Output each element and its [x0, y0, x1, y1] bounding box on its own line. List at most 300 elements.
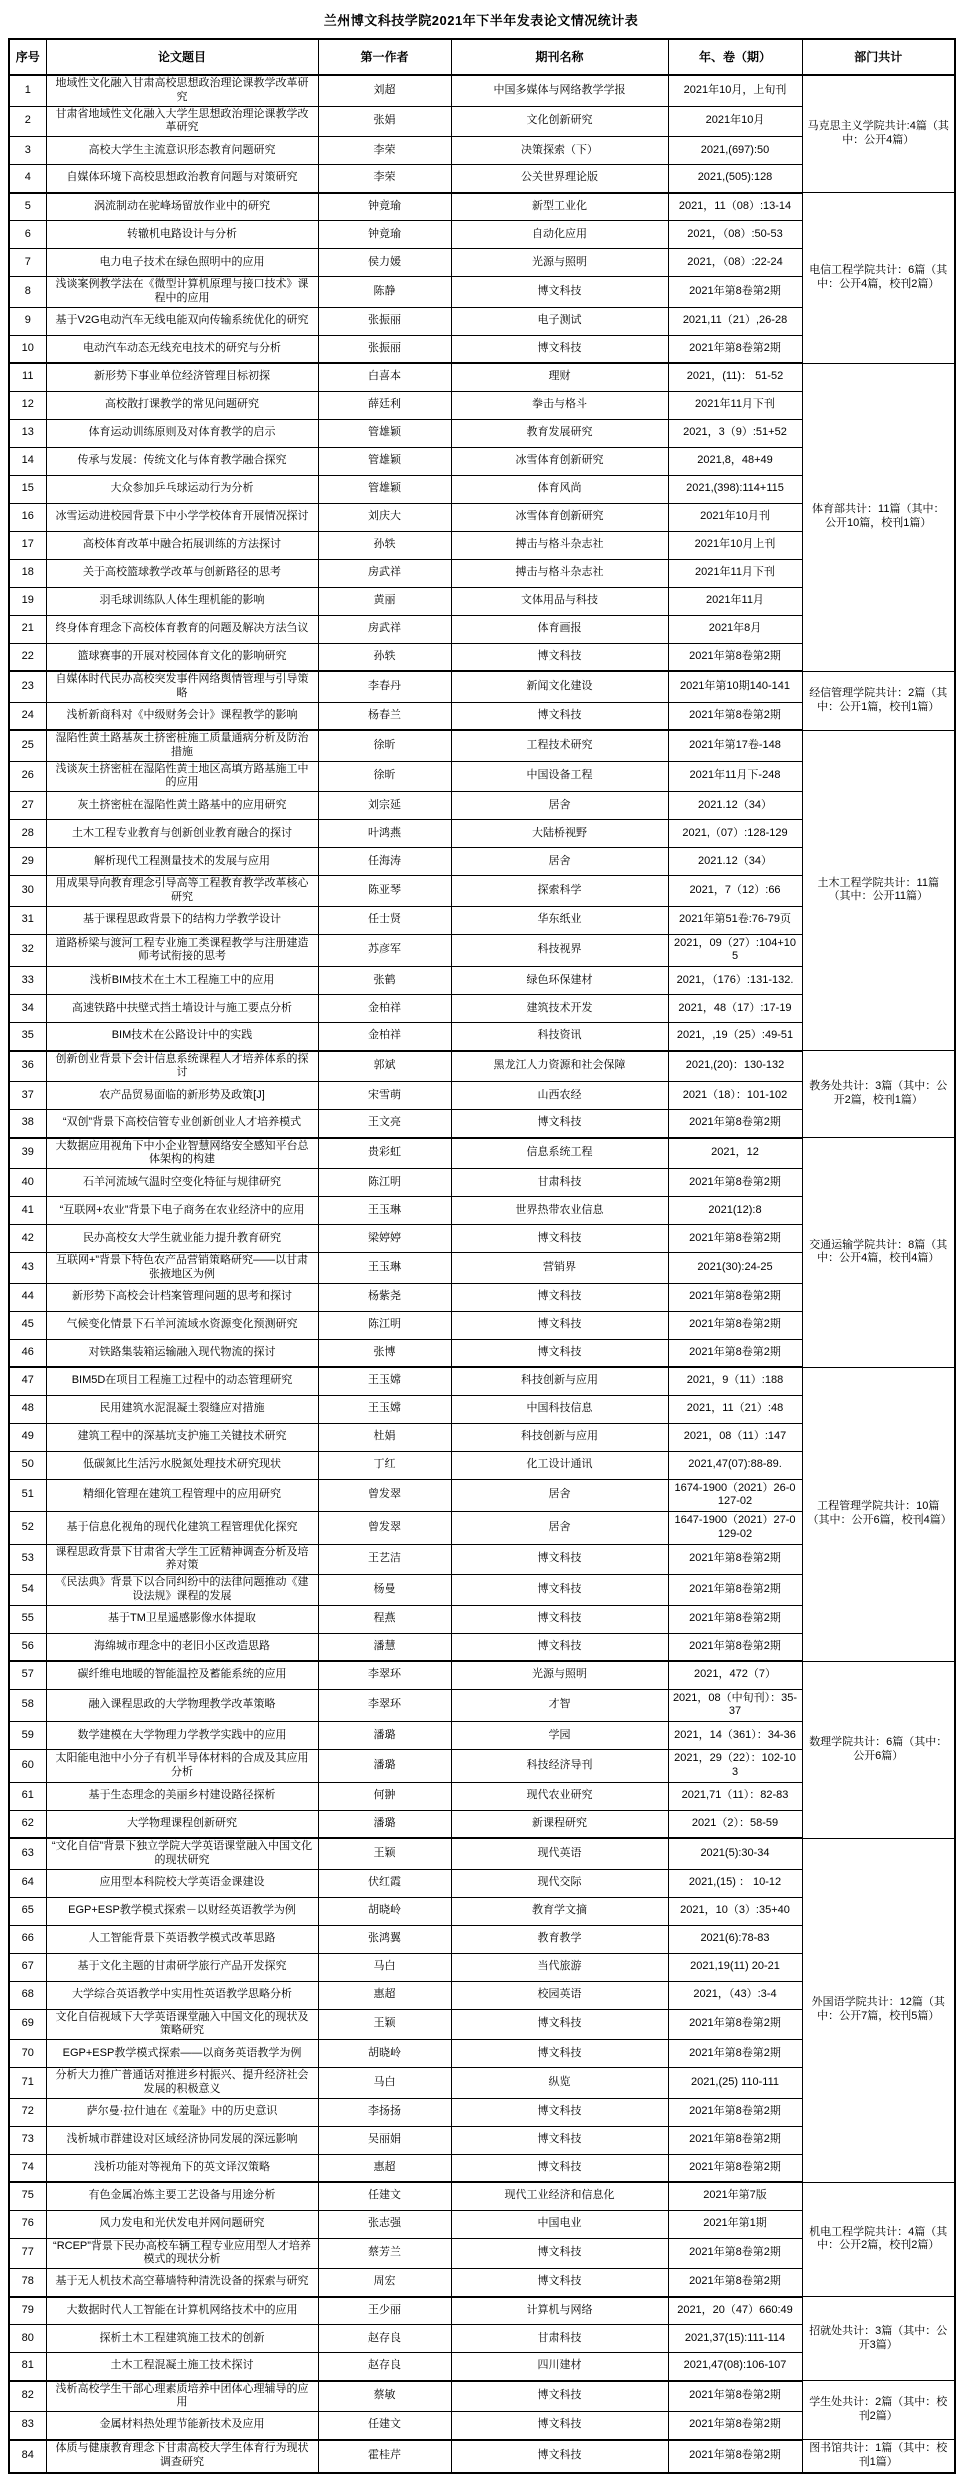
journal-cell: 博文科技: [451, 702, 668, 730]
paper-title-cell: 自媒体时代民办高校突发事件网络舆情管理与引导策略: [46, 671, 318, 702]
paper-title-cell: 浅析新商科对《中级财务会计》课程教学的影响: [46, 702, 318, 730]
journal-cell: 博文科技: [451, 1339, 668, 1367]
paper-title-cell: 有色金属冶炼主要工艺设备与用途分析: [46, 2182, 318, 2210]
issue-cell: 2021,(25) 110-111: [668, 2068, 802, 2099]
row-number-cell: 34: [9, 995, 46, 1023]
table-body: [9, 75, 955, 2473]
row-number-cell: 1: [9, 75, 46, 106]
issue-cell: 2021，,19（25）:49-51: [668, 1023, 802, 1051]
author-cell: 钟竟瑜: [318, 193, 451, 221]
paper-title-cell: 气候变化情景下石羊河流域水资源变化预测研究: [46, 1311, 318, 1339]
issue-cell: 2021，08（中旬刊）：35-37: [668, 1689, 802, 1722]
author-cell: 管雄颖: [318, 447, 451, 475]
paper-title-cell: 大数据时代人工智能在计算机网络技术中的应用: [46, 2297, 318, 2325]
paper-title-cell: 土木工程混凝土施工技术探讨: [46, 2353, 318, 2381]
paper-title-cell: 融入课程思政的大学物理教学改革策略: [46, 1689, 318, 1722]
issue-cell: 2021年第8卷第2期: [668, 2440, 802, 2473]
journal-cell: 博文科技: [451, 1633, 668, 1661]
issue-cell: 2021,(505):128: [668, 165, 802, 193]
issue-cell: 2021,37(15):111-114: [668, 2325, 802, 2353]
paper-title-cell: 课程思政背景下甘肃省大学生工匠精神调查分析及培养对策: [46, 1544, 318, 1575]
row-number-cell: 80: [9, 2325, 46, 2353]
paper-title-cell: 自媒体环境下高校思想政治教育问题与对策研究: [46, 165, 318, 193]
paper-title-cell: 大学物理课程创新研究: [46, 1810, 318, 1838]
author-cell: 金柏祥: [318, 1023, 451, 1051]
papers-table: [8, 38, 956, 2474]
issue-cell: 2021年第8卷第2期: [668, 2269, 802, 2297]
row-number-cell: 47: [9, 1367, 46, 1395]
issue-cell: 2021，7（12）:66: [668, 876, 802, 907]
paper-title-cell: 终身体育理念下高校体育教育的问题及解决方法刍议: [46, 615, 318, 643]
paper-title-cell: 新形势下事业单位经济管理目标初探: [46, 363, 318, 391]
author-cell: 管雄颖: [318, 419, 451, 447]
paper-title-cell: 金属材料热处理节能新技术及应用: [46, 2412, 318, 2440]
issue-cell: 2021年第8卷第2期: [668, 277, 802, 308]
paper-title-cell: 篮球赛事的开展对校园体育文化的影响研究: [46, 643, 318, 671]
row-number-cell: 69: [9, 2009, 46, 2040]
department-total-cell: 数理学院共计：6篇（其中：公开6篇）: [802, 1661, 955, 1838]
paper-title-cell: 灰土挤密桩在湿陷性黄土路基中的应用研究: [46, 792, 318, 820]
row-number-cell: 59: [9, 1722, 46, 1750]
row-number-cell: 74: [9, 2154, 46, 2182]
department-total-cell: 学生处共计：2篇（其中：校刊2篇）: [802, 2381, 955, 2440]
author-cell: 霍桂芹: [318, 2440, 451, 2473]
author-cell: 曾发翠: [318, 1512, 451, 1545]
author-cell: 惠超: [318, 1981, 451, 2009]
row-number-cell: 36: [9, 1051, 46, 1082]
journal-cell: 博文科技: [451, 2154, 668, 2182]
department-total-cell: 电信工程学院共计：6篇（其中：公开4篇，校刊2篇）: [802, 193, 955, 364]
journal-cell: 博文科技: [451, 2009, 668, 2040]
paper-title-cell: 基于信息化视角的现代化建筑工程管理优化探究: [46, 1512, 318, 1545]
journal-cell: 博文科技: [451, 1110, 668, 1138]
table-row: [9, 193, 955, 221]
journal-cell: 计算机与网络: [451, 2297, 668, 2325]
journal-cell: 现代农业研究: [451, 1782, 668, 1810]
row-number-cell: 15: [9, 475, 46, 503]
row-number-cell: 14: [9, 447, 46, 475]
paper-title-cell: 电力电子技术在绿色照明中的应用: [46, 249, 318, 277]
journal-cell: 电子测试: [451, 307, 668, 335]
journal-cell: 居舍: [451, 848, 668, 876]
row-number-cell: 49: [9, 1423, 46, 1451]
paper-title-cell: “文化自信”背景下独立学院大学英语课堂融入中国文化的现状研究: [46, 1838, 318, 1869]
row-number-cell: 39: [9, 1138, 46, 1169]
row-number-cell: 33: [9, 967, 46, 995]
paper-title-cell: 大学综合英语教学中实用性英语教学思略分析: [46, 1981, 318, 2009]
author-cell: 侯力媛: [318, 249, 451, 277]
issue-cell: 2021年10月刊: [668, 503, 802, 531]
author-cell: 梁婷婷: [318, 1225, 451, 1253]
journal-cell: 科技经济导刊: [451, 1750, 668, 1783]
row-number-cell: 70: [9, 2040, 46, 2068]
row-number-cell: 38: [9, 1110, 46, 1138]
paper-title-cell: 解析现代工程测量技术的发展与应用: [46, 848, 318, 876]
journal-cell: 博文科技: [451, 1575, 668, 1606]
row-number-cell: 56: [9, 1633, 46, 1661]
row-number-cell: 40: [9, 1169, 46, 1197]
row-number-cell: 24: [9, 702, 46, 730]
row-number-cell: 75: [9, 2182, 46, 2210]
issue-cell: 2021,(15) ： 10-12: [668, 1869, 802, 1897]
issue-cell: 2021,(697):50: [668, 137, 802, 165]
row-number-cell: 4: [9, 165, 46, 193]
table-row: [9, 1138, 955, 1169]
journal-cell: 体育画报: [451, 615, 668, 643]
paper-title-cell: 《民法典》背景下以合同纠纷中的法律问题推动《建设法规》课程的发展: [46, 1575, 318, 1606]
journal-cell: 决策探索（下）: [451, 137, 668, 165]
author-cell: 王玉嫦: [318, 1367, 451, 1395]
table-row: [9, 2297, 955, 2325]
journal-cell: 博文科技: [451, 2238, 668, 2269]
journal-cell: 理财: [451, 363, 668, 391]
row-number-cell: 79: [9, 2297, 46, 2325]
author-cell: 任建文: [318, 2182, 451, 2210]
author-cell: 马白: [318, 1953, 451, 1981]
row-number-cell: 81: [9, 2353, 46, 2381]
issue-cell: 2021，09（27）:104+105: [668, 934, 802, 967]
author-cell: 陈静: [318, 277, 451, 308]
paper-title-cell: 高校大学生主流意识形态教育问题研究: [46, 137, 318, 165]
issue-cell: 2021年第8卷第2期: [668, 1110, 802, 1138]
row-number-cell: 55: [9, 1605, 46, 1633]
paper-title-cell: 浅析城市群建设对区域经济协同发展的深远影响: [46, 2126, 318, 2154]
journal-cell: 博文科技: [451, 2412, 668, 2440]
department-total-cell: 体育部共计：11篇（其中：公开10篇，校刊1篇）: [802, 363, 955, 671]
col-header-paper-title: 论文题目: [46, 39, 318, 75]
journal-cell: 居舍: [451, 792, 668, 820]
journal-cell: 公关世界理论版: [451, 165, 668, 193]
row-number-cell: 21: [9, 615, 46, 643]
paper-title-cell: 精细化管理在建筑工程管理中的应用研究: [46, 1479, 318, 1512]
author-cell: 赵存良: [318, 2353, 451, 2381]
issue-cell: 2021，10（3）:35+40: [668, 1897, 802, 1925]
journal-cell: 冰雪体育创新研究: [451, 503, 668, 531]
paper-title-cell: “RCEP”背景下民办高校车辆工程专业应用型人才培养模式的现状分析: [46, 2238, 318, 2269]
row-number-cell: 63: [9, 1838, 46, 1869]
paper-title-cell: 互联网+”背景下特色农产品营销策略研究——以甘肃张掖地区为例: [46, 1253, 318, 1284]
issue-cell: 2021(6):78-83: [668, 1925, 802, 1953]
issue-cell: 2021,71（11）：82-83: [668, 1782, 802, 1810]
paper-title-cell: 大众参加乒乓球运动行为分析: [46, 475, 318, 503]
paper-title-cell: 浅谈灰土挤密桩在湿陷性黄土地区高填方路基施工中的应用: [46, 761, 318, 792]
journal-cell: 博文科技: [451, 1283, 668, 1311]
table-row: [9, 671, 955, 702]
journal-cell: 自动化应用: [451, 221, 668, 249]
journal-cell: 新型工业化: [451, 193, 668, 221]
department-total-cell: 外国语学院共计：12篇（其中：公开7篇，校刊5篇）: [802, 1838, 955, 2182]
journal-cell: 文化创新研究: [451, 106, 668, 137]
journal-cell: 博文科技: [451, 2098, 668, 2126]
author-cell: 潘璐: [318, 1750, 451, 1783]
table-row: [9, 1367, 955, 1395]
journal-cell: 现代交际: [451, 1869, 668, 1897]
journal-cell: 新课程研究: [451, 1810, 668, 1838]
paper-title-cell: 浅析功能对等视角下的英文译汉策略: [46, 2154, 318, 2182]
journal-cell: 中国电业: [451, 2210, 668, 2238]
journal-cell: 拳击与格斗: [451, 391, 668, 419]
author-cell: 潘璐: [318, 1722, 451, 1750]
journal-cell: 当代旅游: [451, 1953, 668, 1981]
issue-cell: 2021年第8卷第2期: [668, 1633, 802, 1661]
issue-cell: 2021，29（22）：102-103: [668, 1750, 802, 1783]
issue-cell: 2021,47(07):88-89.: [668, 1451, 802, 1479]
issue-cell: 2021,(398):114+115: [668, 475, 802, 503]
author-cell: 张鹤: [318, 967, 451, 995]
journal-cell: 才智: [451, 1689, 668, 1722]
table-row: [9, 2440, 955, 2473]
author-cell: 杨曼: [318, 1575, 451, 1606]
paper-title-cell: 民办高校女大学生就业能力提升教育研究: [46, 1225, 318, 1253]
paper-title-cell: 基于无人机技术高空幕墙特种清洗设备的探索与研究: [46, 2269, 318, 2297]
author-cell: 房武祥: [318, 559, 451, 587]
issue-cell: 2021年第8卷第2期: [668, 643, 802, 671]
issue-cell: 2021，（176）:131-132.: [668, 967, 802, 995]
row-number-cell: 51: [9, 1479, 46, 1512]
row-number-cell: 60: [9, 1750, 46, 1783]
paper-title-cell: 碳纤维电地暖的智能温控及蓄能系统的应用: [46, 1661, 318, 1689]
table-row: [9, 363, 955, 391]
paper-title-cell: 电动汽车动态无线充电技术的研究与分析: [46, 335, 318, 363]
issue-cell: 2021年11月下刊: [668, 391, 802, 419]
author-cell: 张振丽: [318, 307, 451, 335]
row-number-cell: 61: [9, 1782, 46, 1810]
author-cell: 王玉嫦: [318, 1395, 451, 1423]
issue-cell: 2021.12（34）: [668, 792, 802, 820]
author-cell: 王艺洁: [318, 1544, 451, 1575]
author-cell: 管雄颖: [318, 475, 451, 503]
row-number-cell: 67: [9, 1953, 46, 1981]
issue-cell: 1647-1900（2021）27-0129-02: [668, 1512, 802, 1545]
author-cell: 胡晓岭: [318, 1897, 451, 1925]
journal-cell: 工程技术研究: [451, 730, 668, 761]
row-number-cell: 41: [9, 1197, 46, 1225]
issue-cell: 2021年10月: [668, 106, 802, 137]
row-number-cell: 50: [9, 1451, 46, 1479]
author-cell: 李扬扬: [318, 2098, 451, 2126]
author-cell: 任士贤: [318, 906, 451, 934]
journal-cell: 博文科技: [451, 1605, 668, 1633]
issue-cell: 2021年10月，上旬刊: [668, 75, 802, 106]
author-cell: 李荣: [318, 137, 451, 165]
row-number-cell: 16: [9, 503, 46, 531]
table-row: [9, 2182, 955, 2210]
row-number-cell: 73: [9, 2126, 46, 2154]
author-cell: 金柏祥: [318, 995, 451, 1023]
col-header-year-volume-issue: 年、卷（期）: [668, 39, 802, 75]
department-total-cell: 招就处共计：3篇（其中：公开3篇）: [802, 2297, 955, 2381]
row-number-cell: 13: [9, 419, 46, 447]
journal-cell: 科技视界: [451, 934, 668, 967]
row-number-cell: 77: [9, 2238, 46, 2269]
row-number-cell: 45: [9, 1311, 46, 1339]
paper-title-cell: 基于文化主题的甘肃研学旅行产品开发探究: [46, 1953, 318, 1981]
row-number-cell: 82: [9, 2381, 46, 2412]
issue-cell: 2021,（07）:128-129: [668, 820, 802, 848]
author-cell: 孙轶: [318, 643, 451, 671]
paper-title-cell: 道路桥梁与渡河工程专业施工类课程教学与注册建造师考试衔接的思考: [46, 934, 318, 967]
issue-cell: 2021年第8卷第2期: [668, 2412, 802, 2440]
author-cell: 曾发翠: [318, 1479, 451, 1512]
row-number-cell: 10: [9, 335, 46, 363]
row-number-cell: 5: [9, 193, 46, 221]
paper-title-cell: 高速铁路中扶壁式挡土墙设计与施工要点分析: [46, 995, 318, 1023]
paper-title-cell: 文化自信视域下大学英语课堂融入中国文化的现状及策略研究: [46, 2009, 318, 2040]
row-number-cell: 9: [9, 307, 46, 335]
journal-cell: 大陆桥视野: [451, 820, 668, 848]
journal-cell: 搏击与格斗杂志社: [451, 559, 668, 587]
paper-title-cell: 用成果导向教育理念引导高等工程教育教学改革核心研究: [46, 876, 318, 907]
author-cell: 李荣: [318, 165, 451, 193]
paper-title-cell: 基于TM卫星遥感影像水体提取: [46, 1605, 318, 1633]
author-cell: 任建文: [318, 2412, 451, 2440]
journal-cell: 中国科技信息: [451, 1395, 668, 1423]
issue-cell: 2021，14（361）：34-36: [668, 1722, 802, 1750]
issue-cell: 2021年第8卷第2期: [668, 2238, 802, 2269]
journal-cell: 博文科技: [451, 277, 668, 308]
col-header-journal-name: 期刊名称: [451, 39, 668, 75]
paper-title-cell: 关于高校篮球教学改革与创新路径的思考: [46, 559, 318, 587]
author-cell: 马白: [318, 2068, 451, 2099]
col-header-department-total: 部门共计: [802, 39, 955, 75]
journal-cell: 中国设备工程: [451, 761, 668, 792]
issue-cell: 2021年第8卷第2期: [668, 1225, 802, 1253]
paper-title-cell: 民用建筑水泥混凝土裂缝应对措施: [46, 1395, 318, 1423]
paper-title-cell: 大数据应用视角下中小企业智慧网络安全感知平台总体架构的构建: [46, 1138, 318, 1169]
row-number-cell: 22: [9, 643, 46, 671]
row-number-cell: 46: [9, 1339, 46, 1367]
paper-title-cell: 体质与健康教育理念下甘肃高校大学生体育行为现状调查研究: [46, 2440, 318, 2473]
author-cell: 叶鸿燕: [318, 820, 451, 848]
issue-cell: 2021，（08）:50-53: [668, 221, 802, 249]
journal-cell: 居舍: [451, 1512, 668, 1545]
paper-title-cell: 涡流制动在驼峰场留放作业中的研究: [46, 193, 318, 221]
row-number-cell: 71: [9, 2068, 46, 2099]
journal-cell: 体育风尚: [451, 475, 668, 503]
issue-cell: 1674-1900（2021）26-0127-02: [668, 1479, 802, 1512]
issue-cell: 2021,(20)：130-132: [668, 1051, 802, 1082]
col-header-first-author: 第一作者: [318, 39, 451, 75]
author-cell: 蔡敏: [318, 2381, 451, 2412]
author-cell: 王玉琳: [318, 1253, 451, 1284]
author-cell: 王玉琳: [318, 1197, 451, 1225]
issue-cell: 2021年第8卷第2期: [668, 1283, 802, 1311]
author-cell: 宋雪萌: [318, 1082, 451, 1110]
row-number-cell: 35: [9, 1023, 46, 1051]
row-number-cell: 43: [9, 1253, 46, 1284]
issue-cell: 2021年第8卷第2期: [668, 2126, 802, 2154]
row-number-cell: 44: [9, 1283, 46, 1311]
author-cell: 何翀: [318, 1782, 451, 1810]
paper-title-cell: EGP+ESP教学模式探索－以财经英语教学为例: [46, 1897, 318, 1925]
table-row: [9, 2381, 955, 2412]
journal-cell: 现代英语: [451, 1838, 668, 1869]
author-cell: 惠超: [318, 2154, 451, 2182]
journal-cell: 光源与照明: [451, 249, 668, 277]
issue-cell: 2021,47(08):106-107: [668, 2353, 802, 2381]
row-number-cell: 57: [9, 1661, 46, 1689]
row-number-cell: 31: [9, 906, 46, 934]
author-cell: 薛廷利: [318, 391, 451, 419]
table-row: [9, 1661, 955, 1689]
journal-cell: 博文科技: [451, 1311, 668, 1339]
journal-cell: 绿色环保建材: [451, 967, 668, 995]
paper-title-cell: 探析土木工程建筑施工技术的创新: [46, 2325, 318, 2353]
journal-cell: 博文科技: [451, 2381, 668, 2412]
author-cell: 刘超: [318, 75, 451, 106]
issue-cell: 2021年第8卷第2期: [668, 335, 802, 363]
author-cell: 吴丽娟: [318, 2126, 451, 2154]
paper-title-cell: 浅析BIM技术在土木工程施工中的应用: [46, 967, 318, 995]
issue-cell: 2021年8月: [668, 615, 802, 643]
paper-title-cell: 高校散打课教学的常见问题研究: [46, 391, 318, 419]
paper-title-cell: 应用型本科院校大学英语金课建设: [46, 1869, 318, 1897]
issue-cell: 2021，11（08）:13-14: [668, 193, 802, 221]
row-number-cell: 68: [9, 1981, 46, 2009]
journal-cell: 建筑技术开发: [451, 995, 668, 1023]
author-cell: 张鸿翼: [318, 1925, 451, 1953]
paper-title-cell: 人工智能背景下英语教学模式改革思路: [46, 1925, 318, 1953]
row-number-cell: 12: [9, 391, 46, 419]
author-cell: 房武祥: [318, 615, 451, 643]
paper-title-cell: EGP+ESP教学模式探索——以商务英语教学为例: [46, 2040, 318, 2068]
row-number-cell: 37: [9, 1082, 46, 1110]
row-number-cell: 53: [9, 1544, 46, 1575]
row-number-cell: 32: [9, 934, 46, 967]
author-cell: 黄丽: [318, 587, 451, 615]
paper-title-cell: 基于V2G电动汽车无线电能双向传输系统优化的研究: [46, 307, 318, 335]
journal-cell: 博文科技: [451, 2040, 668, 2068]
paper-title-cell: 新形势下高校会计档案管理问题的思考和探讨: [46, 1283, 318, 1311]
table-row: [9, 1838, 955, 1869]
author-cell: 贵彩虹: [318, 1138, 451, 1169]
author-cell: 张娟: [318, 106, 451, 137]
journal-cell: 华东纸业: [451, 906, 668, 934]
paper-title-cell: 湿陷性黄土路基灰土挤密桩施工质量通病分析及防治措施: [46, 730, 318, 761]
row-number-cell: 30: [9, 876, 46, 907]
issue-cell: 2021年第8卷第2期: [668, 1605, 802, 1633]
issue-cell: 2021,8，48+49: [668, 447, 802, 475]
author-cell: 张振丽: [318, 335, 451, 363]
paper-title-cell: BIM5D在项目工程施工过程中的动态管理研究: [46, 1367, 318, 1395]
paper-title-cell: 农产品贸易面临的新形势及政策[J]: [46, 1082, 318, 1110]
issue-cell: 2021年第8卷第2期: [668, 702, 802, 730]
author-cell: 苏彦军: [318, 934, 451, 967]
row-number-cell: 3: [9, 137, 46, 165]
row-number-cell: 65: [9, 1897, 46, 1925]
author-cell: 陈江明: [318, 1169, 451, 1197]
row-number-cell: 66: [9, 1925, 46, 1953]
author-cell: 陈亚琴: [318, 876, 451, 907]
row-number-cell: 7: [9, 249, 46, 277]
issue-cell: 2021，9（11）:188: [668, 1367, 802, 1395]
row-number-cell: 6: [9, 221, 46, 249]
issue-cell: 2021年第17卷-148: [668, 730, 802, 761]
paper-title-cell: 太阳能电池中小分子有机半导体材料的合成及其应用分析: [46, 1750, 318, 1783]
department-total-cell: 工程管理学院共计：10篇（其中：公开6篇，校刊4篇）: [802, 1367, 955, 1661]
issue-cell: 2021年第51卷:76-79页: [668, 906, 802, 934]
col-header-number: 序号: [9, 39, 46, 75]
issue-cell: 2021年11月: [668, 587, 802, 615]
journal-cell: 纵览: [451, 2068, 668, 2099]
row-number-cell: 27: [9, 792, 46, 820]
issue-cell: 2021，3（9）:51+52: [668, 419, 802, 447]
issue-cell: 2021年11月下-248: [668, 761, 802, 792]
paper-title-cell: 浅析高校学生干部心理素质培养中团体心理辅导的应用: [46, 2381, 318, 2412]
department-total-cell: 经信管理学院共计：2篇（其中：公开1篇，校刊1篇）: [802, 671, 955, 730]
row-number-cell: 26: [9, 761, 46, 792]
row-number-cell: 72: [9, 2098, 46, 2126]
